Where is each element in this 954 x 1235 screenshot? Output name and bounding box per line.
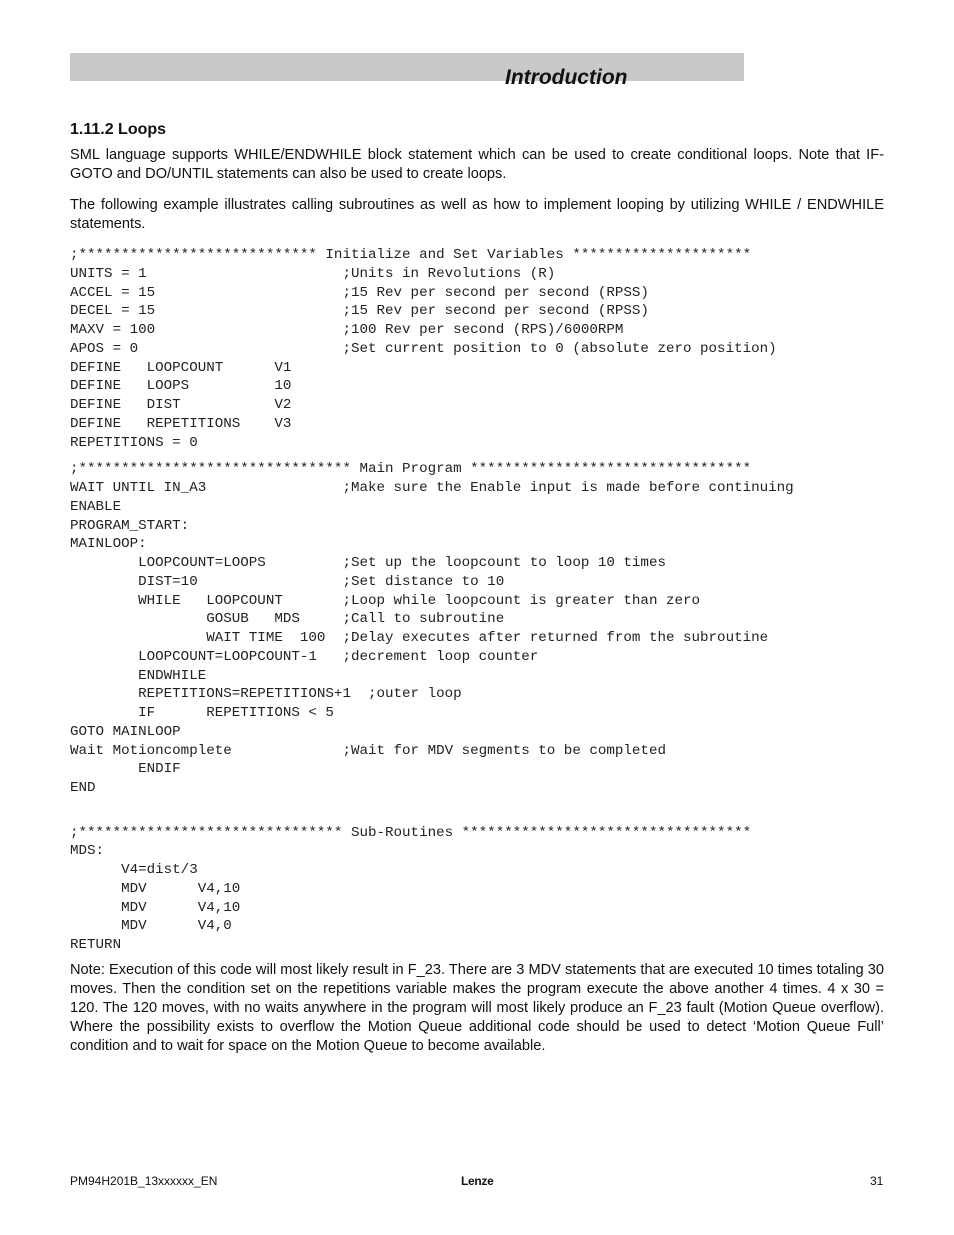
page-content	[70, 120, 884, 1068]
code-line: GOTO MAINLOOP	[70, 723, 181, 740]
code-line: WAIT UNTIL IN_A3 ;Make sure the Enable input is made before continuing	[70, 480, 794, 496]
example-paragraph: The following example illustrates calling subroutines as well as how to implement looping by utilizing WHILE / ENDWHILE statements.	[70, 197, 884, 232]
section-heading: 1.11.2 Loops	[70, 121, 167, 138]
code-block-main	[70, 460, 884, 816]
code-line: MDV V4,10	[70, 880, 241, 897]
code-line: DEFINE DIST V2	[70, 397, 292, 413]
code-line: Wait Motioncomplete ;Wait for MDV segments to be completed	[70, 742, 666, 759]
intro-paragraph: SML language supports WHILE/ENDWHILE block statement which can be used to create conditional loops. Note that IF-GOTO and DO/UNTIL statements can also be used to create loops.	[70, 147, 884, 182]
code-line: WAIT TIME 100 ;Delay executes after returned from the subroutine	[70, 630, 769, 646]
code-line: DEFINE LOOPS 10	[70, 378, 292, 395]
page-header-title: Introduction	[505, 66, 628, 89]
code-line: LOOPCOUNT=LOOPCOUNT-1 ;decrement loop counter	[70, 648, 539, 665]
code-line: GOSUB MDS ;Call to subroutine	[70, 611, 505, 628]
spacer	[70, 817, 884, 824]
code-block-subroutines	[70, 824, 884, 955]
code-line: IF REPETITIONS < 5	[70, 705, 334, 721]
code-line: END	[70, 780, 96, 796]
footer-doc-id: PM94H201B_13xxxxxx_EN	[70, 1174, 218, 1188]
code-line: PROGRAM_START:	[70, 517, 190, 534]
code-line: DIST=10 ;Set distance to 10	[70, 573, 505, 590]
footer-brand-logo: Lenze	[461, 1174, 494, 1188]
spacer	[70, 452, 884, 460]
code-line: ENABLE	[70, 498, 122, 515]
code-line: APOS = 0 ;Set current position to 0 (absolute zero position)	[70, 340, 777, 357]
note-paragraph: Note: Execution of this code will most likely result in F_23. There are 3 MDV statements that are executed 10 times totaling 30 moves. Then the condition set on the repetitions variable makes the program execute the above another 4 times. 4 x 30 = 120. The 120 moves, with no waits anywhere in the program will most likely produce an F_23 fault (Motion Queue overflow). Where the possibility exists to overflow the Motion Queue additional code should be used to detect ‘Motion Queue Full’ condition and to wait for space on the Motion Queue to become available.	[70, 961, 884, 1054]
code-line: REPETITIONS=REPETITIONS+1 ;outer loop	[70, 686, 462, 703]
code-line: ENDIF	[70, 761, 181, 778]
code-line: MDV V4,10	[70, 899, 241, 916]
code-line	[70, 798, 884, 817]
footer-page-number: 31	[870, 1174, 884, 1188]
header-bar	[70, 53, 744, 81]
code-line: MDV V4,0	[70, 918, 232, 935]
code-line: MDS:	[70, 843, 105, 860]
code-line: WHILE LOOPCOUNT ;Loop while loopcount is greater than zero	[70, 592, 701, 609]
code-line: ENDWHILE	[70, 667, 207, 684]
code-line: DECEL = 15 ;15 Rev per second per second (RPSS)	[70, 303, 649, 320]
code-line: UNITS = 1 ;Units in Revolutions (R)	[70, 265, 556, 282]
code-line: MAXV = 100 ;100 Rev per second (RPS)/6000RPM	[70, 322, 624, 338]
code-line: MAINLOOP:	[70, 536, 147, 553]
code-line: ;**************************** Initialize and Set Variables *********************	[70, 247, 752, 263]
code-line: ;******************************** Main Program *********************************	[70, 461, 752, 478]
code-line: DEFINE LOOPCOUNT V1	[70, 359, 292, 376]
code-line: RETURN	[70, 937, 122, 953]
code-line: ;******************************* Sub-Routines **********************************	[70, 824, 752, 841]
code-line: V4=dist/3	[70, 862, 198, 878]
code-line: ACCEL = 15 ;15 Rev per second per second (RPSS)	[70, 284, 649, 301]
code-block-initialize	[70, 246, 884, 452]
code-line: DEFINE REPETITIONS V3	[70, 415, 292, 432]
code-line: REPETITIONS = 0	[70, 434, 198, 451]
code-line: LOOPCOUNT=LOOPS ;Set up the loopcount to loop 10 times	[70, 555, 666, 571]
